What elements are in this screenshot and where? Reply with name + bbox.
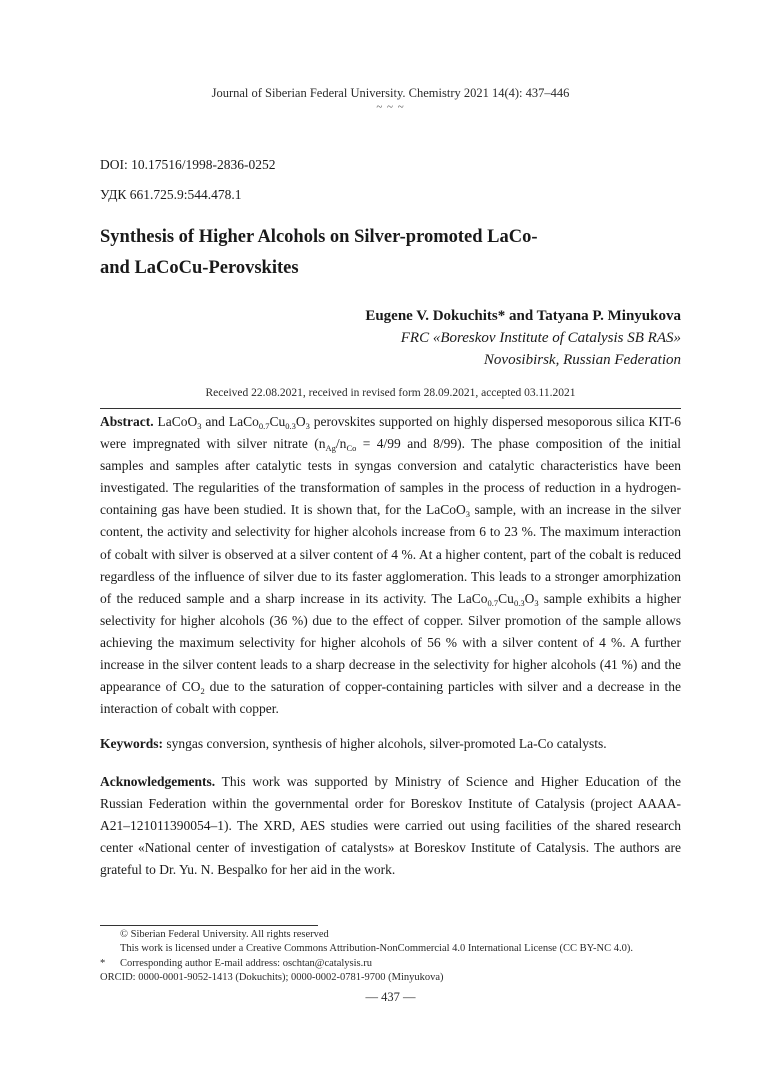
- keywords-text: syngas conversion, synthesis of higher alcohols, silver-promoted La-Co catalysts.: [163, 736, 607, 751]
- abstract-text: sample exhibits a higher selectivity for higher alcohols (36 %) due to the effect of copper. Silver promotion of the sample allows achieving the maximum selectivity for higher alcohols of 56 % with a silver content of 4 %. A further increase in the silver content leads to a sharp decrease in the selectivity for higher alcohols (41 %) and the appearance of CO: [100, 590, 682, 695]
- abstract-label: Abstract.: [100, 414, 154, 429]
- received-dates: Received 22.08.2021, received in revised form 28.09.2021, accepted 03.11.2021: [205, 387, 576, 399]
- subscript: 3: [305, 421, 310, 431]
- footnotes: [100, 928, 700, 985]
- footnote-divider: [100, 925, 318, 926]
- title-line-2: and LaCoCu-Perovskites: [100, 258, 299, 278]
- abstract-text: perovskites supported on highly dispersed mesoporous silica KIT-6 were impregnated with silver nitrate (n: [100, 414, 682, 452]
- license-note[interactable]: This work is licensed under a Creative Commons Attribution-NonCommercial 4.0 International License (CC BY-NC 4.0).: [120, 943, 633, 955]
- acknowledgements-label: Acknowledgements.: [100, 774, 216, 789]
- subscript: 3: [197, 421, 202, 431]
- abstract-text: Cu: [269, 414, 286, 429]
- abstract-text: and LaCo: [201, 414, 259, 429]
- corresponding-email[interactable]: Corresponding author E-mail address: oschtan@catalysis.ru: [120, 957, 372, 969]
- keywords-label: Keywords:: [100, 736, 163, 751]
- subscript: 3: [465, 509, 471, 520]
- udk-code: УДК 661.725.9:544.478.1: [100, 187, 242, 202]
- doi[interactable]: DOI: 10.17516/1998-2836-0252: [100, 157, 276, 172]
- abstract-text: Cu: [498, 590, 514, 606]
- copyright-note: © Siberian Federal University. All rights reserved: [120, 929, 329, 940]
- subscript: 0.3: [285, 421, 296, 431]
- author-names: Eugene V. Dokuchits* and Tatyana P. Minyukova: [365, 308, 681, 324]
- acknowledgements-text: This work was supported by Ministry of Science and Higher Education of the Russian Federation within the governmental order for Boreskov Institute of Catalysis (project AAAA-A21–121011390054–1). The XRD, AES studies were carried out using facilities of the shared research center «National center of investigation of catalysts» at Boreskov Institute of Catalysis. The authors are grateful to Dr. Yu. N. Bespalko for her aid in the work.: [100, 774, 681, 878]
- affiliation: FRC «Boreskov Institute of Catalysis SB RAS»: [400, 330, 681, 346]
- abstract-text: = 4/99 and 8/99). The phase composition of the initial samples and samples after catalytic tests in syngas conversion and catalytic characteristics have been investigated. The regularities of the transformation of samples in the process of reduction in a hydrogen-containing gas have been studied. It is shown that, for the LaCoO: [100, 436, 681, 518]
- abstract-text: O: [295, 414, 306, 429]
- subscript: 2: [200, 686, 205, 697]
- corresponding-author-note: [100, 957, 700, 971]
- subscript: 3: [534, 597, 539, 608]
- orcid-note: ORCID: 0000-0001-9052-1413 (Dokuchits); 0000-0002-0781-9700 (Minyukova): [100, 971, 444, 983]
- abstract: [100, 411, 681, 720]
- subscript: 0.7: [487, 597, 499, 608]
- acknowledgements: [100, 771, 681, 881]
- divider: [100, 408, 681, 409]
- authors-block: [365, 305, 681, 371]
- header-ornament: ~ ~ ~: [376, 101, 405, 113]
- subscript: Co: [346, 443, 357, 454]
- subscript: 0.3: [513, 597, 525, 608]
- page-number: ― 437 ―: [365, 990, 416, 1004]
- article-title: [100, 222, 620, 284]
- subscript: Ag: [325, 443, 336, 454]
- abstract-text: sample, with an increase in the silver content, the activity and selectivity for higher alcohols increase from 6 to 23 %. The maximum interaction of cobalt with silver is observed at a silver content of 4 %. At a higher content, part of the cobalt is reduced regardless of the influence of silver due to its faster agglomeration. This leads to a stronger amorphization of the reduced sample and a sharp increase in its activity. The LaCo: [100, 502, 682, 606]
- abstract-text: O: [524, 590, 535, 606]
- title-line-1: Synthesis of Higher Alcohols on Silver-promoted LaCo-: [100, 227, 538, 247]
- affiliation-location: Novosibirsk, Russian Federation: [483, 352, 681, 368]
- subscript: 0.7: [258, 421, 270, 431]
- journal-header: Journal of Siberian Federal University. Chemistry 2021 14(4): 437–446: [211, 86, 570, 100]
- keywords: [100, 733, 681, 755]
- abstract-text: LaCoO: [157, 414, 198, 429]
- footnote-marker: *: [100, 957, 106, 969]
- abstract-text: /n: [335, 436, 347, 452]
- abstract-text: due to the saturation of copper-containing particles with silver and a decrease in the interaction of cobalt with copper.: [100, 679, 681, 717]
